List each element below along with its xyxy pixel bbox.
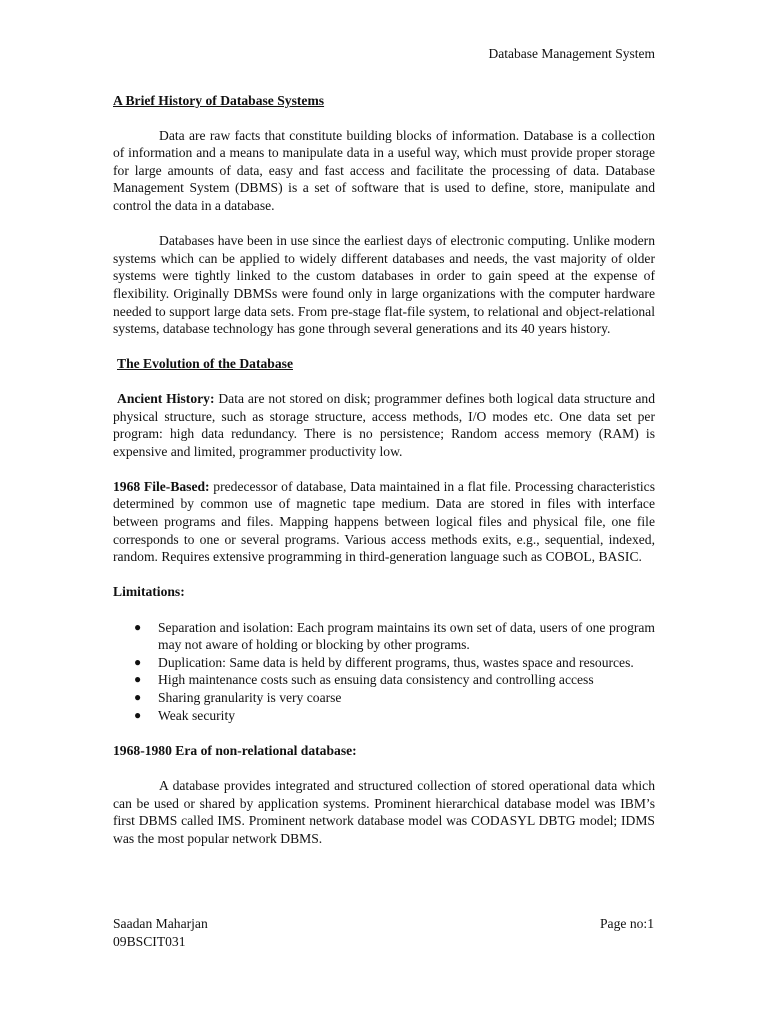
- document-body: [113, 92, 655, 865]
- file-based-paragraph: [113, 478, 655, 566]
- intro-paragraph-1: Data are raw facts that constitute building blocks of information. Database is a collection of information and a means to manipulate data in a useful way, which must provide proper storage for large amounts of data, easy and fast access and facilitate the processing of data. Database Management System (DBMS) is a set of software that is used to define, store, manipulate and control the data in a database.: [113, 127, 655, 213]
- list-item: [113, 707, 655, 725]
- footer-author: Saadan Maharjan: [113, 916, 208, 931]
- file-based-text: predecessor of database, Data maintained in a flat file. Processing characteristics determined by common use of magnetic tape medium. Data are stored in files with interface between programs and files. Mapping happens between logical files and physical file, one file corresponds to one or several programs. Various access methods exits, e.g., sequential, indexed, random. Requires extensive programming in third-generation language such as COBOL, BASIC.: [113, 478, 655, 565]
- page-number: Page no:1: [600, 916, 654, 931]
- list-item: [113, 619, 655, 654]
- bullet-icon: ●: [134, 619, 142, 634]
- bullet-icon: ●: [134, 654, 142, 669]
- section-title-evolution: The Evolution of the Database: [117, 356, 293, 372]
- era-heading: 1968-1980 Era of non-relational database:: [113, 742, 357, 758]
- footer-author-block: [113, 915, 208, 951]
- document-title: A Brief History of Database Systems: [113, 93, 325, 108]
- limitations-heading: Limitations:: [113, 584, 185, 600]
- footer-id: 09BSCIT031: [113, 934, 186, 949]
- ancient-history-text: Data are not stored on disk; programmer defines both logical data structure and physical structure, such as storage structure, access methods, I/O modes etc. One data set per program: high data redundancy. There is no persistence; Random access memory (RAM) is expensive and limited, programmer productivity low.: [113, 390, 656, 459]
- list-item: [113, 671, 655, 689]
- list-item-text: Weak security: [158, 707, 236, 723]
- ancient-history-lead: Ancient History:: [117, 390, 215, 406]
- era-paragraph: A database provides integrated and structured collection of stored operational data which can be used or shared by application systems. Prominent hierarchical database model was IBM’s first DBMS called IMS. Prominent network database model was CODASYL DBTG model; IDMS was the most popular network DBMS.: [113, 777, 655, 846]
- bullet-icon: ●: [134, 672, 142, 687]
- intro-paragraph-2: Databases have been in use since the earliest days of electronic computing. Unlike modern systems which can be applied to widely different databases and needs, the vast majority of older systems were tightly linked to the custom databases in order to gain speed at the expense of flexibility. Originally DBMSs were found only in large organizations with the computer hardware needed to support large data sets. From pre-stage flat-file system, to relational and object-relational systems, database technology has gone through several generations and its 40 years history.: [113, 233, 655, 337]
- list-item-text: Sharing granularity is very coarse: [158, 690, 342, 705]
- list-item-text: Separation and isolation: Each program maintains its own set of data, users of one program may not aware of holding or blocking by other programs.: [158, 619, 655, 653]
- limitations-list: [113, 619, 655, 725]
- bullet-icon: ●: [134, 707, 142, 722]
- list-item-text: Duplication: Same data is held by different programs, thus, wastes space and resources.: [158, 654, 634, 670]
- list-item: [113, 689, 655, 707]
- running-header: Database Management System: [488, 46, 655, 61]
- bullet-icon: ●: [134, 690, 142, 704]
- file-based-lead: 1968 File-Based:: [113, 478, 210, 494]
- list-item: [113, 654, 655, 672]
- list-item-text: High maintenance costs such as ensuing data consistency and controlling access: [158, 672, 594, 688]
- ancient-history-paragraph: [113, 390, 655, 460]
